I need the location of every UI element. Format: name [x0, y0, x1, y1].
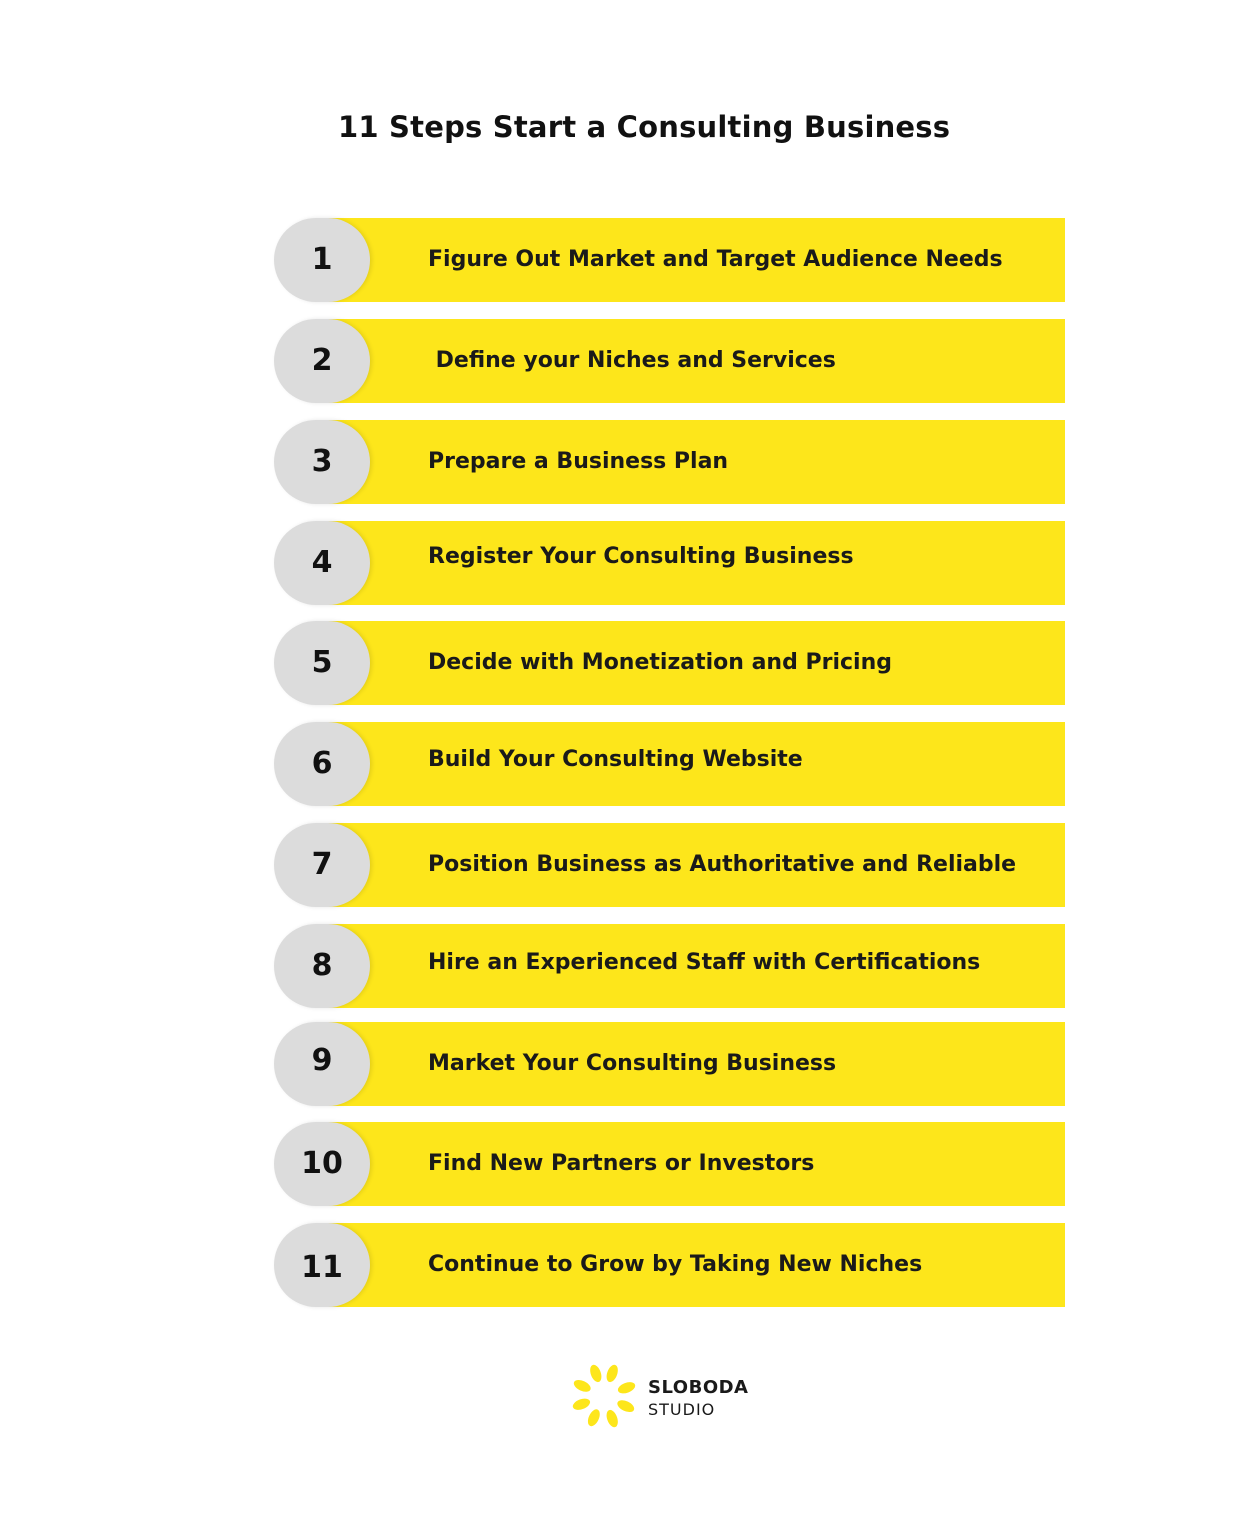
step-number: 10 — [301, 1146, 343, 1181]
step-label: Define your Niches and Services — [428, 348, 836, 373]
step-number: 3 — [311, 444, 333, 479]
step-item — [274, 924, 1065, 1008]
step-item — [274, 1122, 1065, 1206]
step-item — [274, 621, 1065, 705]
page-title: 11 Steps Start a Consulting Business — [338, 110, 951, 144]
sunflower-petals-icon — [570, 1362, 638, 1430]
step-number: 6 — [311, 746, 333, 781]
step-number: 11 — [301, 1250, 343, 1285]
step-item — [274, 521, 1065, 605]
brand-name: SLOBODA — [648, 1377, 749, 1398]
step-label: Position Business as Authoritative and Reliable — [428, 852, 1017, 877]
step-item — [274, 319, 1065, 403]
step-label: Prepare a Business Plan — [428, 449, 729, 474]
step-item — [274, 722, 1065, 806]
step-item — [274, 1223, 1065, 1307]
step-label: Hire an Experienced Staff with Certifications — [428, 950, 981, 975]
step-number: 4 — [311, 545, 333, 580]
step-number: 2 — [311, 343, 333, 378]
step-label: Continue to Grow by Taking New Niches — [428, 1252, 923, 1277]
step-item — [274, 1022, 1065, 1106]
step-number: 1 — [311, 242, 333, 277]
step-label: Find New Partners or Investors — [428, 1151, 815, 1176]
step-item — [274, 218, 1065, 302]
step-label: Decide with Monetization and Pricing — [428, 650, 893, 675]
step-number: 9 — [311, 1043, 333, 1078]
step-label: Figure Out Market and Target Audience Needs — [428, 247, 1003, 272]
brand-subtitle: STUDIO — [648, 1400, 716, 1419]
brand-logo — [570, 1362, 770, 1432]
step-item — [274, 420, 1065, 504]
step-item — [274, 823, 1065, 907]
step-label: Register Your Consulting Business — [428, 544, 854, 569]
step-number: 7 — [311, 847, 333, 882]
step-label: Market Your Consulting Business — [428, 1051, 837, 1076]
step-number: 5 — [311, 645, 333, 680]
step-label: Build Your Consulting Website — [428, 747, 803, 772]
step-number: 8 — [311, 948, 333, 983]
